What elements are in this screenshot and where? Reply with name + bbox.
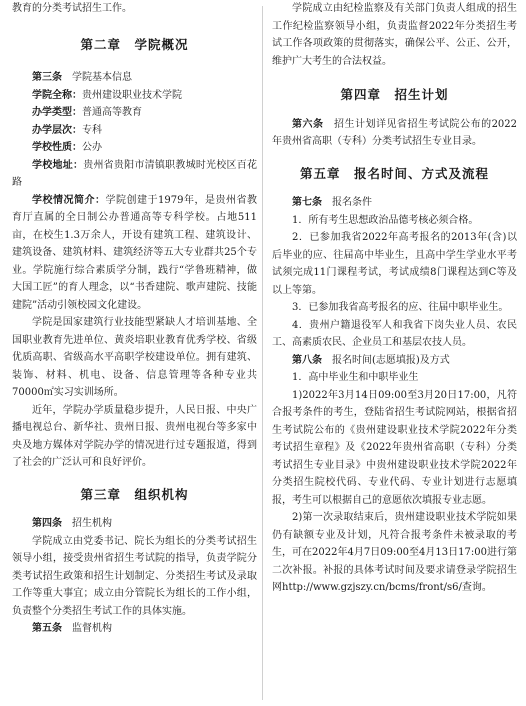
chapter-2-title: 第二章 学院概况 xyxy=(80,36,189,52)
article-5-heading xyxy=(12,620,257,638)
article-6-paragraph xyxy=(272,116,517,151)
article-6-text: 招生计划详见省招生考试院公布的2022年贵州省高职（专科）分类考试招生专业目录。 xyxy=(272,118,518,147)
value-address: 贵州省贵阳市清镇职教城时光校区百花路 xyxy=(12,159,258,188)
value-full-name: 贵州建设职业技术学院 xyxy=(82,89,182,101)
value-type: 普通高等教育 xyxy=(82,107,142,118)
left-column xyxy=(12,0,257,638)
sub-item-1-paragraph-1: 1)2022年3月14日09:00至3月20日17:00，凡符合报考条件的考生，登陆省招生考试院网站，根据省招生考试院公布的《贵州建设职业技术学院2022年分类考试招生章程》及《2022年贵州省高职（专科）分类考试招生专业目录》中贵州建设职业技术学院2022年分类招生院校代码、专业代码、专业计划进行志愿填报，考生可以根据自己的意愿依次填报专业志愿。 xyxy=(272,389,517,506)
article-3-heading xyxy=(12,69,257,87)
info-type xyxy=(12,104,257,122)
value-nature: 公办 xyxy=(82,142,102,153)
article-3-number: 第三条 xyxy=(32,72,62,83)
intro-text: 教育的分类考试招生工作。 xyxy=(12,3,132,14)
info-level xyxy=(12,122,257,140)
info-address xyxy=(12,157,257,192)
article-5-text: 学院成立由纪检监察及有关部门负责人组成的招生工作纪检监察领导小组，负责监督2022年分类招生考试工作各项政策的贯彻落实，确保公平、公正、公开，维护广大考生的合法权益。 xyxy=(272,3,517,67)
sub-item-1: 1．高中毕业生和中职毕业生 xyxy=(292,372,419,383)
condition-3: 3．已参加我省高考报名的应、往届中职毕业生。 xyxy=(292,302,509,313)
value-level: 专科 xyxy=(82,124,102,136)
school-intro-text: 学院创建于1979年，是贵州省教育厅直属的全日制公办普通高等专科学校。占地511亩，在校生1.3万余人，开设有建筑工程、建筑设计、建筑设备、建筑材料、建筑经济等五大专业群共25个专业。学院施行综合素质学分制，践行“学鲁班精神，做大国工匠”的育人理念，以“书香建院、歌声建院、技能建院”活动引领校园文化建设。 xyxy=(12,194,258,311)
column-divider xyxy=(262,6,263,700)
article-7-number: 第七条 xyxy=(292,197,322,208)
condition-1: 1．所有考生思想政治品德考核必须合格。 xyxy=(292,214,479,226)
article-8-number: 第八条 xyxy=(292,354,322,366)
info-full-name xyxy=(12,87,257,105)
article-8-title: 报名时间(志愿填报)及方式 xyxy=(332,354,450,366)
article-7-title: 报名条件 xyxy=(332,197,372,208)
school-honors-paragraph: 学院是国家建筑行业技能型紧缺人才培训基地、全国职业教育先进单位、黄炎培职业教育优秀学校、省级优质高职、省级高水平高职学校建设单位。拥有建筑、装饰、材料、机电、设备、信息管理等各种专业共70000㎡实习实训场所。 xyxy=(12,317,257,398)
chapter-4-title: 第四章 招生计划 xyxy=(340,87,449,102)
article-4-title: 招生机构 xyxy=(72,518,112,529)
article-7-heading xyxy=(272,194,517,212)
chapter-3-title: 第三章 组织机构 xyxy=(80,486,189,502)
sub-item-1-paragraph-2: 2)第一次录取结束后，贵州建设职业技术学院如果仍有缺额专业及计划，凡符合报考条件未被录取的考生，可在2022年4月7日09:00至4月13日17:00进行第二次补报。补报的具体考试时间及要求请登录学院招生网http://www.gzjszy.cn/bcms/front/s6/查询。 xyxy=(272,512,517,593)
article-4-number: 第四条 xyxy=(32,518,62,529)
school-intro-paragraph xyxy=(12,192,257,315)
label-full-name: 学院全称： xyxy=(32,89,82,101)
article-6-number: 第六条 xyxy=(292,118,324,130)
info-nature xyxy=(12,139,257,157)
condition-2: 2．已参加我省2022年高考报名的2013年(含)以后毕业的应、往届高中毕业生，且高中学生学业水平考试须完成11门课程考试，考试成绩8门课程达到C等及以上等第。 xyxy=(272,232,517,296)
article-4-heading xyxy=(12,515,257,533)
right-column xyxy=(272,0,517,597)
article-8-heading xyxy=(272,352,517,370)
label-type: 办学类型： xyxy=(32,107,82,118)
article-4-text: 学院成立由党委书记、院长为组长的分类考试招生领导小组，接受贵州省招生考试院的指导，负责学院分类考试招生政策和招生计划制定、分类招生考试及录取工作等重大事宜；成立由分管院长为组长的工作小组，负责整个分类招生考试工作的具体实施。 xyxy=(12,535,257,617)
label-level: 办学层次： xyxy=(32,124,82,136)
condition-4: 4．贵州户籍退役军人和我省下岗失业人员、农民工、高素质农民、企业员工和基层农技人员。 xyxy=(272,319,517,348)
article-5-number: 第五条 xyxy=(32,623,62,634)
label-nature: 学校性质： xyxy=(32,142,82,153)
label-address: 学校地址： xyxy=(32,159,84,171)
label-school-intro: 学校情况简介： xyxy=(32,194,106,206)
article-5-title: 监督机构 xyxy=(72,623,112,634)
chapter-5-title: 第五章 报名时间、方式及流程 xyxy=(299,165,489,181)
school-media-paragraph: 近年，学院办学质量稳步提升，人民日报、中央广播电视总台、新华社、贵州日报、贵州电视台等多家中央及地方媒体对学院办学的情况进行过专题报道，得到了社会的广泛认可和良好评价。 xyxy=(12,404,257,468)
article-3-title: 学院基本信息 xyxy=(72,72,132,83)
